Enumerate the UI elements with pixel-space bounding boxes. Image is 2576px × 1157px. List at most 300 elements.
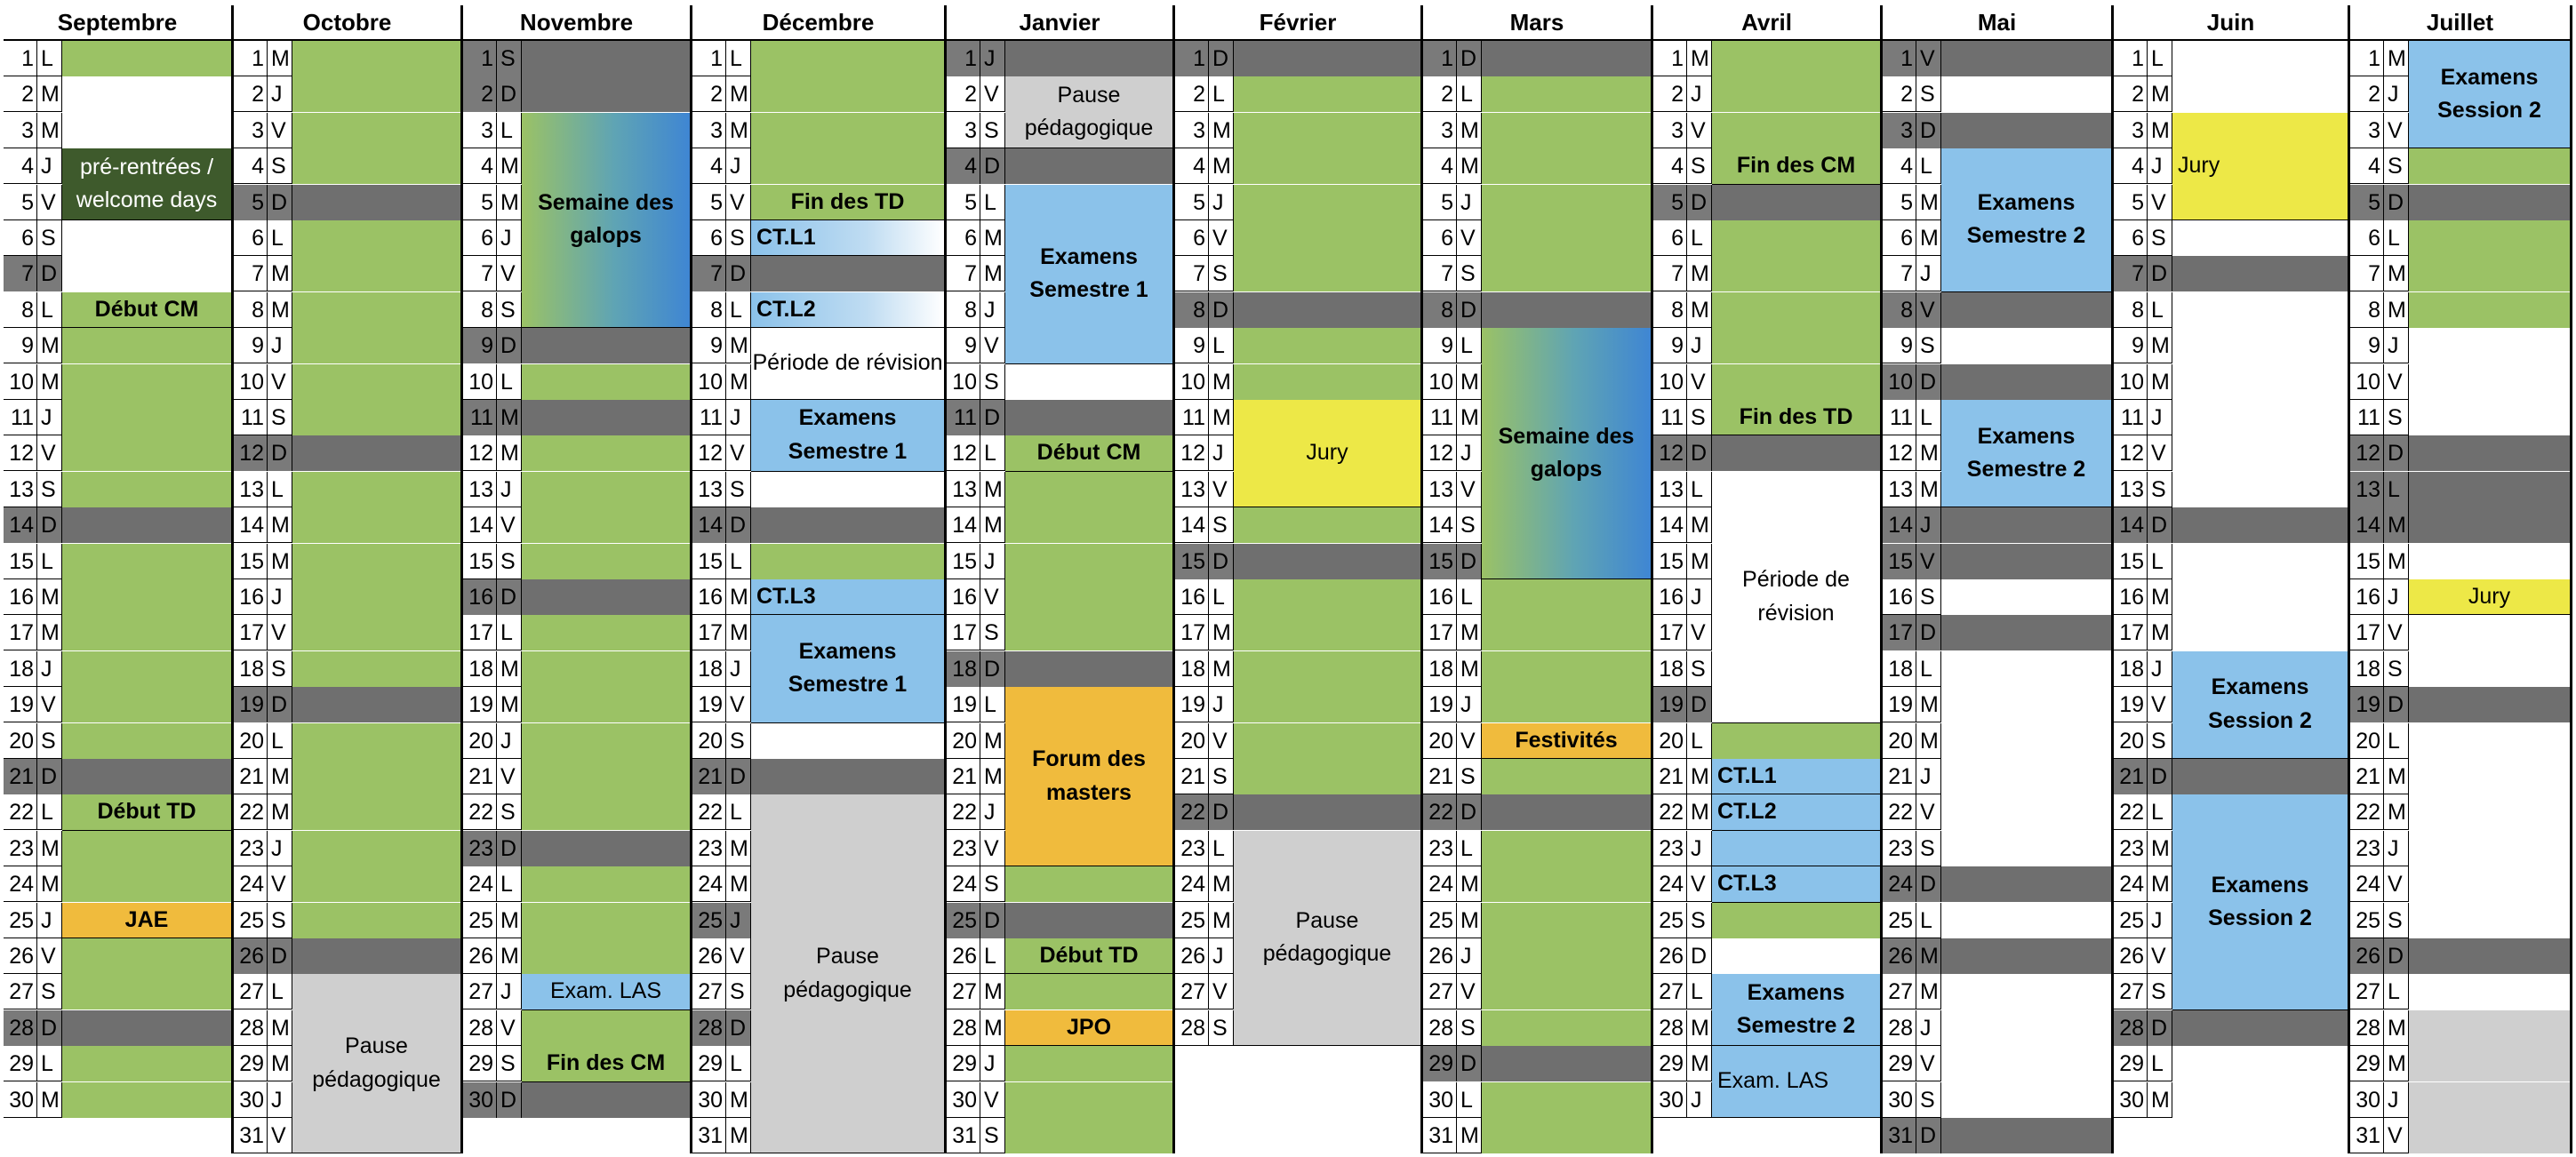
day-cell xyxy=(1941,113,2111,148)
day-number: 8 xyxy=(234,292,268,328)
day-of-week: D xyxy=(2384,435,2409,471)
day-of-week: J xyxy=(1209,185,1234,220)
day-cell xyxy=(1005,400,1172,435)
day-number: 23 xyxy=(2350,831,2384,866)
day-of-week: D xyxy=(1457,292,1482,328)
day-of-week: J xyxy=(980,292,1005,328)
day-cell xyxy=(292,866,460,902)
day-cell xyxy=(1234,113,1420,148)
day-number: 13 xyxy=(947,472,980,507)
day-row xyxy=(234,364,460,400)
day-number: 7 xyxy=(692,256,726,291)
day-cell xyxy=(62,472,231,507)
day-row xyxy=(947,148,1172,184)
day-number: 24 xyxy=(4,866,37,902)
day-of-week: M xyxy=(2384,1046,2409,1081)
day-of-week: S xyxy=(497,794,522,830)
day-number: 26 xyxy=(4,938,37,974)
day-row xyxy=(463,687,690,722)
day-of-week: D xyxy=(980,651,1005,687)
day-number: 24 xyxy=(2114,866,2148,902)
day-cell xyxy=(1941,544,2111,579)
day-cell xyxy=(751,723,944,759)
month-column-6 xyxy=(1423,5,1653,1153)
day-of-week: S xyxy=(1687,400,1712,435)
day-row xyxy=(1175,185,1420,220)
day-number: 10 xyxy=(692,364,726,400)
day-number: 7 xyxy=(1653,256,1687,291)
day-row xyxy=(234,651,460,687)
day-number: 12 xyxy=(463,435,497,471)
day-number: 17 xyxy=(234,615,268,650)
day-number: 4 xyxy=(1175,148,1209,184)
day-number: 30 xyxy=(692,1082,726,1118)
day-of-week: M xyxy=(268,1010,292,1046)
day-of-week: J xyxy=(497,974,522,1009)
day-of-week: M xyxy=(980,507,1005,543)
day-number: 5 xyxy=(463,185,497,220)
day-number: 18 xyxy=(1653,651,1687,687)
day-row xyxy=(463,472,690,507)
day-number: 27 xyxy=(4,974,37,1009)
day-of-week: L xyxy=(1209,579,1234,615)
day-number: 3 xyxy=(234,113,268,148)
day-number: 16 xyxy=(463,579,497,615)
day-row xyxy=(1883,794,2111,830)
day-cell xyxy=(62,76,231,112)
day-number: 24 xyxy=(1175,866,1209,902)
day-of-week: J xyxy=(726,651,751,687)
event-label: Jury xyxy=(2468,583,2511,609)
day-row xyxy=(947,472,1172,507)
day-row xyxy=(2350,651,2570,687)
day-number: 10 xyxy=(1175,364,1209,400)
day-cell xyxy=(2409,1046,2570,1081)
day-cell xyxy=(292,292,460,328)
day-of-week: S xyxy=(497,41,522,76)
day-number: 16 xyxy=(4,579,37,615)
day-of-week: V xyxy=(726,185,751,220)
event-pause-jan xyxy=(1005,76,1172,148)
day-of-week: J xyxy=(2384,831,2409,866)
day-cell xyxy=(1941,831,2111,866)
day-number: 18 xyxy=(1423,651,1457,687)
day-number: 17 xyxy=(2350,615,2384,650)
month-header: Juillet xyxy=(2350,5,2570,41)
day-cell xyxy=(62,938,231,974)
day-of-week: M xyxy=(1916,185,1941,220)
day-of-week: M xyxy=(1457,113,1482,148)
day-row xyxy=(2350,866,2570,902)
day-cell xyxy=(62,113,231,148)
day-cell xyxy=(522,723,690,759)
day-number: 9 xyxy=(1175,328,1209,363)
day-of-week: J xyxy=(268,76,292,112)
day-number: 6 xyxy=(4,220,37,256)
day-cell xyxy=(1234,544,1420,579)
day-of-week: D xyxy=(1687,938,1712,974)
day-number: 12 xyxy=(1175,435,1209,471)
day-number: 25 xyxy=(1883,903,1916,938)
day-of-week: M xyxy=(1209,866,1234,902)
day-row xyxy=(4,1082,231,1118)
day-number: 10 xyxy=(2114,364,2148,400)
day-of-week: M xyxy=(1209,903,1234,938)
day-of-week: J xyxy=(2148,651,2172,687)
day-of-week: M xyxy=(37,615,62,650)
day-of-week: J xyxy=(980,41,1005,76)
day-of-week: M xyxy=(726,76,751,112)
day-row xyxy=(2350,328,2570,363)
day-row xyxy=(234,113,460,148)
day-row xyxy=(463,544,690,579)
day-number: 15 xyxy=(2114,544,2148,579)
day-cell xyxy=(522,794,690,830)
day-row xyxy=(1653,113,1880,148)
day-of-week: M xyxy=(2148,866,2172,902)
day-of-week: M xyxy=(37,328,62,363)
month-header: Avril xyxy=(1653,5,1880,41)
day-number: 5 xyxy=(1423,185,1457,220)
day-cell xyxy=(751,256,944,291)
day-of-week: J xyxy=(268,831,292,866)
day-number: 12 xyxy=(1423,435,1457,471)
day-row xyxy=(2350,148,2570,184)
day-of-week: M xyxy=(1687,507,1712,543)
event-label: Fin des CM xyxy=(546,1050,666,1076)
day-of-week: D xyxy=(268,687,292,722)
day-row xyxy=(2114,41,2348,76)
event-pause-fev xyxy=(1234,831,1420,1046)
day-number: 30 xyxy=(4,1082,37,1118)
day-of-week: V xyxy=(1687,364,1712,400)
day-number: 22 xyxy=(234,794,268,830)
day-cell xyxy=(2409,615,2570,650)
day-cell xyxy=(1234,41,1420,76)
day-cell xyxy=(2172,292,2348,328)
day-of-week: M xyxy=(268,1046,292,1081)
month-header: Mars xyxy=(1423,5,1651,41)
day-of-week: M xyxy=(268,794,292,830)
day-row xyxy=(1423,256,1651,291)
month-column-3 xyxy=(692,5,947,1153)
day-number: 8 xyxy=(692,292,726,328)
day-row xyxy=(2350,1082,2570,1118)
day-number: 10 xyxy=(1653,364,1687,400)
day-row xyxy=(4,544,231,579)
day-row xyxy=(1175,579,1420,615)
day-of-week: M xyxy=(1687,292,1712,328)
day-cell xyxy=(1712,185,1880,220)
day-of-week: J xyxy=(497,472,522,507)
day-of-week: V xyxy=(1209,472,1234,507)
day-of-week: S xyxy=(37,472,62,507)
day-number: 30 xyxy=(2350,1082,2384,1118)
day-of-week: M xyxy=(497,687,522,722)
day-cell xyxy=(522,400,690,435)
day-row xyxy=(947,1118,1172,1153)
day-of-week: M xyxy=(726,113,751,148)
day-number: 20 xyxy=(1883,723,1916,759)
day-of-week: V xyxy=(1916,41,1941,76)
day-number: 6 xyxy=(1175,220,1209,256)
day-row xyxy=(1883,651,2111,687)
day-number: 11 xyxy=(1175,400,1209,435)
day-of-week: L xyxy=(268,974,292,1009)
day-row xyxy=(2350,292,2570,328)
day-number: 15 xyxy=(234,544,268,579)
day-cell xyxy=(1005,544,1172,579)
day-row xyxy=(463,759,690,794)
event-label: CT.L2 xyxy=(1717,799,1777,825)
day-of-week: D xyxy=(1209,292,1234,328)
day-number: 11 xyxy=(2114,400,2148,435)
day-of-week: L xyxy=(37,544,62,579)
day-number: 21 xyxy=(1883,759,1916,794)
day-row xyxy=(2350,794,2570,830)
day-row xyxy=(1653,41,1880,76)
event-debut-cm-jan xyxy=(1005,435,1172,471)
day-cell xyxy=(1482,41,1651,76)
day-cell xyxy=(522,1010,690,1046)
day-number: 10 xyxy=(234,364,268,400)
day-row xyxy=(1653,220,1880,256)
day-of-week: M xyxy=(1916,938,1941,974)
day-cell xyxy=(2172,328,2348,363)
day-cell xyxy=(2172,400,2348,435)
day-of-week: L xyxy=(1209,831,1234,866)
event-jury-fev xyxy=(1234,400,1420,507)
day-number: 15 xyxy=(1175,544,1209,579)
day-number: 10 xyxy=(4,364,37,400)
day-cell xyxy=(2409,687,2570,722)
day-of-week: D xyxy=(1916,615,1941,650)
day-number: 10 xyxy=(463,364,497,400)
day-row xyxy=(692,723,944,759)
day-of-week: J xyxy=(980,544,1005,579)
day-row xyxy=(1423,687,1651,722)
day-number: 18 xyxy=(2114,651,2148,687)
day-number: 12 xyxy=(234,435,268,471)
month-header: Octobre xyxy=(234,5,460,41)
day-cell xyxy=(1712,76,1880,112)
day-number: 31 xyxy=(1423,1118,1457,1153)
day-of-week: L xyxy=(1916,903,1941,938)
day-row xyxy=(4,1046,231,1081)
day-number: 19 xyxy=(234,687,268,722)
day-of-week: M xyxy=(497,185,522,220)
day-cell xyxy=(1941,974,2111,1009)
day-of-week: S xyxy=(726,220,751,256)
day-of-week: S xyxy=(1916,831,1941,866)
event-examlas-nov xyxy=(522,974,690,1009)
day-row xyxy=(947,41,1172,76)
day-row xyxy=(1423,148,1651,184)
day-number: 29 xyxy=(4,1046,37,1081)
day-of-week: M xyxy=(37,76,62,112)
day-row xyxy=(2114,507,2348,543)
day-cell xyxy=(1482,794,1651,830)
day-number: 9 xyxy=(2350,328,2384,363)
day-number: 24 xyxy=(234,866,268,902)
day-row xyxy=(234,866,460,902)
day-number: 23 xyxy=(1883,831,1916,866)
day-of-week: V xyxy=(980,1082,1005,1118)
day-of-week: M xyxy=(1687,759,1712,794)
day-cell xyxy=(1005,1046,1172,1081)
day-row xyxy=(2350,1046,2570,1081)
day-cell xyxy=(2172,1010,2348,1046)
day-number: 6 xyxy=(1653,220,1687,256)
event-label: Pause pédagogique xyxy=(312,1033,441,1092)
day-of-week: V xyxy=(1687,113,1712,148)
day-number: 21 xyxy=(463,759,497,794)
day-of-week: V xyxy=(726,435,751,471)
day-cell xyxy=(1005,472,1172,507)
day-row xyxy=(1423,1082,1651,1118)
day-number: 13 xyxy=(4,472,37,507)
day-of-week: S xyxy=(980,866,1005,902)
day-cell xyxy=(292,507,460,543)
day-of-week: S xyxy=(37,723,62,759)
event-label: JPO xyxy=(1066,1014,1112,1040)
day-row xyxy=(1653,328,1880,363)
day-cell xyxy=(1482,866,1651,902)
day-number: 8 xyxy=(1653,292,1687,328)
day-number: 26 xyxy=(463,938,497,974)
day-cell xyxy=(2409,292,2570,328)
day-number: 6 xyxy=(2350,220,2384,256)
day-of-week: J xyxy=(37,903,62,938)
day-number: 27 xyxy=(1175,974,1209,1009)
day-number: 2 xyxy=(947,76,980,112)
day-number: 21 xyxy=(692,759,726,794)
day-row xyxy=(1883,903,2111,938)
day-row xyxy=(1883,1046,2111,1081)
day-cell xyxy=(2409,651,2570,687)
day-row xyxy=(2114,615,2348,650)
month-column-10 xyxy=(2350,5,2572,1153)
day-row xyxy=(1883,328,2111,363)
day-of-week: V xyxy=(726,687,751,722)
day-of-week: J xyxy=(1687,579,1712,615)
day-row xyxy=(4,615,231,650)
event-label: Début CM xyxy=(94,296,199,322)
empty-space xyxy=(463,1118,690,1153)
day-row xyxy=(1423,1118,1651,1153)
day-number: 26 xyxy=(2114,938,2148,974)
day-row xyxy=(4,651,231,687)
day-row xyxy=(947,1082,1172,1118)
day-row xyxy=(234,185,460,220)
day-cell xyxy=(1482,974,1651,1009)
day-row xyxy=(1883,579,2111,615)
day-of-week: M xyxy=(268,41,292,76)
event-fintd-avr xyxy=(1712,400,1880,435)
event-label: Pause pédagogique xyxy=(1262,907,1392,967)
day-row xyxy=(463,76,690,112)
day-row xyxy=(2114,435,2348,471)
day-of-week: M xyxy=(2384,507,2409,543)
day-cell xyxy=(62,579,231,615)
day-cell xyxy=(1941,759,2111,794)
day-of-week: V xyxy=(2384,113,2409,148)
day-cell xyxy=(522,651,690,687)
day-number: 22 xyxy=(1883,794,1916,830)
day-cell xyxy=(1005,1082,1172,1118)
empty-space xyxy=(4,1118,231,1153)
day-number: 18 xyxy=(463,651,497,687)
day-cell xyxy=(1482,1010,1651,1046)
day-number: 22 xyxy=(463,794,497,830)
day-number: 11 xyxy=(1883,400,1916,435)
day-number: 6 xyxy=(947,220,980,256)
day-cell xyxy=(2172,472,2348,507)
day-number: 16 xyxy=(1423,579,1457,615)
day-of-week: M xyxy=(726,866,751,902)
day-number: 1 xyxy=(2350,41,2384,76)
event-label: Pause pédagogique xyxy=(783,944,912,1002)
event-ct-avr-2 xyxy=(1712,794,1880,830)
day-number: 30 xyxy=(1423,1082,1457,1118)
day-number: 4 xyxy=(1423,148,1457,184)
day-number: 8 xyxy=(463,292,497,328)
day-row xyxy=(1883,974,2111,1009)
day-number: 25 xyxy=(2114,903,2148,938)
day-of-week: D xyxy=(1687,435,1712,471)
day-row xyxy=(1883,1118,2111,1153)
day-row xyxy=(2114,1082,2348,1118)
event-revision-avr xyxy=(1712,472,1880,723)
day-number: 14 xyxy=(1883,507,1916,543)
day-row xyxy=(234,292,460,328)
day-number: 17 xyxy=(692,615,726,650)
event-ct-avr-4 xyxy=(1712,866,1880,902)
day-row xyxy=(463,435,690,471)
event-label: Festivités xyxy=(1515,727,1618,753)
day-row xyxy=(692,113,944,148)
day-cell xyxy=(1482,615,1651,650)
day-number: 1 xyxy=(692,41,726,76)
day-row xyxy=(234,472,460,507)
day-cell xyxy=(292,759,460,794)
day-of-week: D xyxy=(1457,794,1482,830)
day-cell xyxy=(292,472,460,507)
day-row xyxy=(1883,507,2111,543)
event-exam-s2-mai-a xyxy=(1941,148,2111,292)
day-cell xyxy=(1712,256,1880,291)
day-cell xyxy=(62,220,231,256)
day-row xyxy=(463,41,690,76)
day-cell xyxy=(2409,148,2570,184)
day-number: 5 xyxy=(2350,185,2384,220)
day-row xyxy=(1423,651,1651,687)
day-of-week: V xyxy=(1457,974,1482,1009)
day-of-week: J xyxy=(2384,579,2409,615)
day-cell xyxy=(1234,220,1420,256)
day-cell xyxy=(62,507,231,543)
day-row xyxy=(4,974,231,1009)
day-row xyxy=(234,435,460,471)
day-row xyxy=(947,974,1172,1009)
day-of-week: D xyxy=(497,831,522,866)
day-of-week: D xyxy=(726,759,751,794)
event-exam-s1-dec-b xyxy=(751,615,944,722)
day-cell xyxy=(292,400,460,435)
day-number: 24 xyxy=(1653,866,1687,902)
day-number: 20 xyxy=(463,723,497,759)
month-header: Septembre xyxy=(4,5,231,41)
